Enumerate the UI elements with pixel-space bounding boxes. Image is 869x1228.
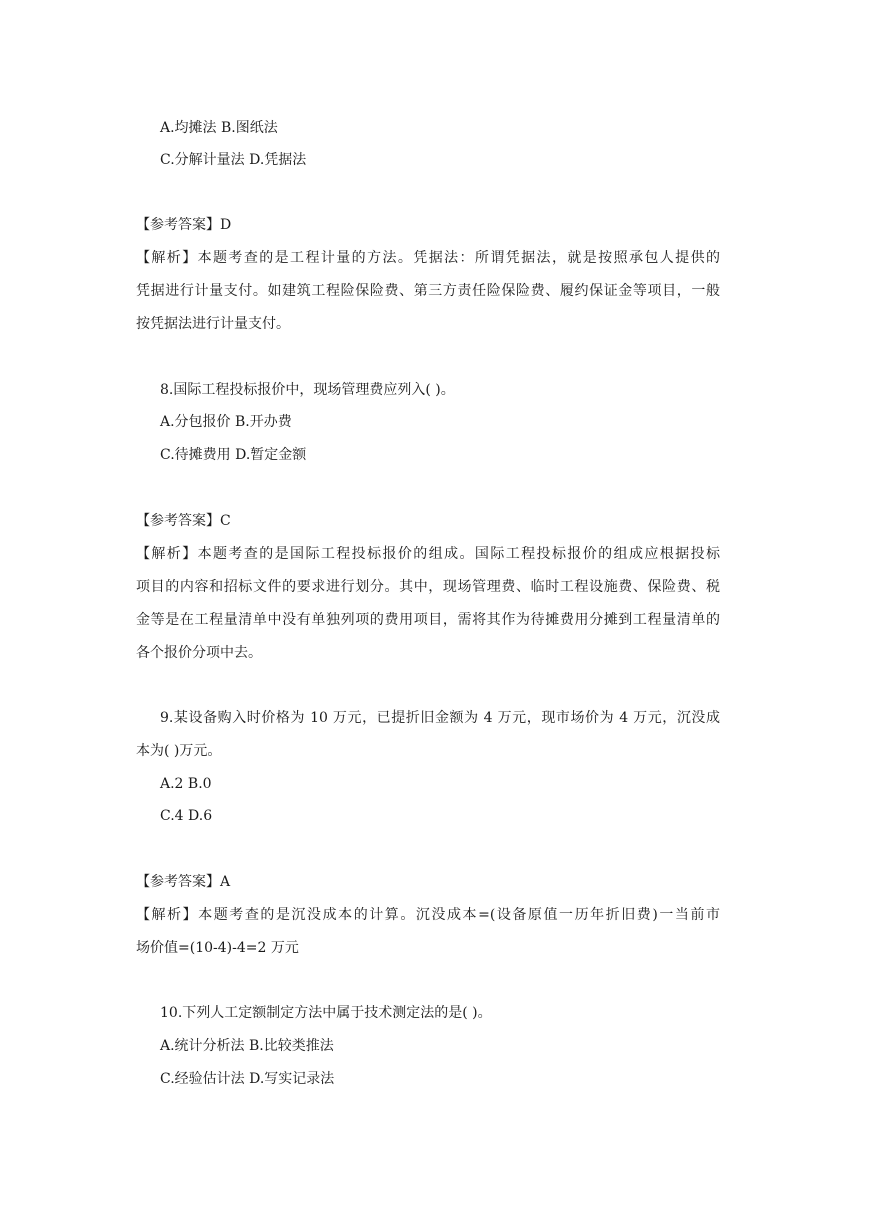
q8-options-cd: C.待摊费用 D.暂定金额 xyxy=(160,447,307,463)
q8-explanation-line-3: 金等是在工程量清单中没有单独列项的费用项目，需将其作为待摊费用分摊到工程量清单的 xyxy=(136,612,720,628)
q9-stem-line-2: 本为( )万元。 xyxy=(136,743,222,759)
q7-explanation-line-3: 按凭据法进行计量支付。 xyxy=(136,316,290,332)
q8-explanation-line-4: 各个报价分项中去。 xyxy=(136,645,262,661)
q7-options-ab: A.均摊法 B.图纸法 xyxy=(160,120,278,136)
q8-stem: 8.国际工程投标报价中，现场管理费应列入( )。 xyxy=(160,382,455,398)
q9-options-cd: C.4 D.6 xyxy=(160,808,213,824)
q8-answer: 【参考答案】C xyxy=(136,513,231,529)
q8-explanation-line-1: 【解析】本题考查的是国际工程投标报价的组成。国际工程投标报价的组成应根据投标 xyxy=(136,546,720,562)
q9-explanation-line-1: 【解析】本题考查的是沉没成本的计算。沉没成本=(设备原值一历年折旧费)一当前市 xyxy=(136,907,720,923)
q8-explanation-line-2: 项目的内容和招标文件的要求进行划分。其中，现场管理费、临时工程设施费、保险费、税 xyxy=(136,579,720,595)
q9-answer: 【参考答案】A xyxy=(136,874,231,890)
q7-answer: 【参考答案】D xyxy=(136,217,232,233)
q9-stem-line-1: 9.某设备购入时价格为 10 万元，已提折旧金额为 4 万元，现市场价为 4 万元，沉没成 xyxy=(160,710,720,726)
q10-options-ab: A.统计分析法 B.比较类推法 xyxy=(160,1038,334,1054)
q9-options-ab: A.2 B.0 xyxy=(160,776,212,792)
q10-options-cd: C.经验估计法 D.写实记录法 xyxy=(160,1071,335,1087)
q7-explanation-line-1: 【解析】本题考查的是工程计量的方法。凭据法：所谓凭据法，就是按照承包人提供的 xyxy=(136,250,720,266)
q10-stem: 10.下列人工定额制定方法中属于技术测定法的是( )。 xyxy=(160,1005,492,1021)
q9-explanation-line-2: 场价值=(10-4)-4=2 万元 xyxy=(136,940,299,956)
q7-explanation-line-2: 凭据进行计量支付。如建筑工程险保险费、第三方责任险保险费、履约保证金等项目，一般 xyxy=(136,283,720,299)
q7-options-cd: C.分解计量法 D.凭据法 xyxy=(160,152,307,168)
q8-options-ab: A.分包报价 B.开办费 xyxy=(160,414,292,430)
